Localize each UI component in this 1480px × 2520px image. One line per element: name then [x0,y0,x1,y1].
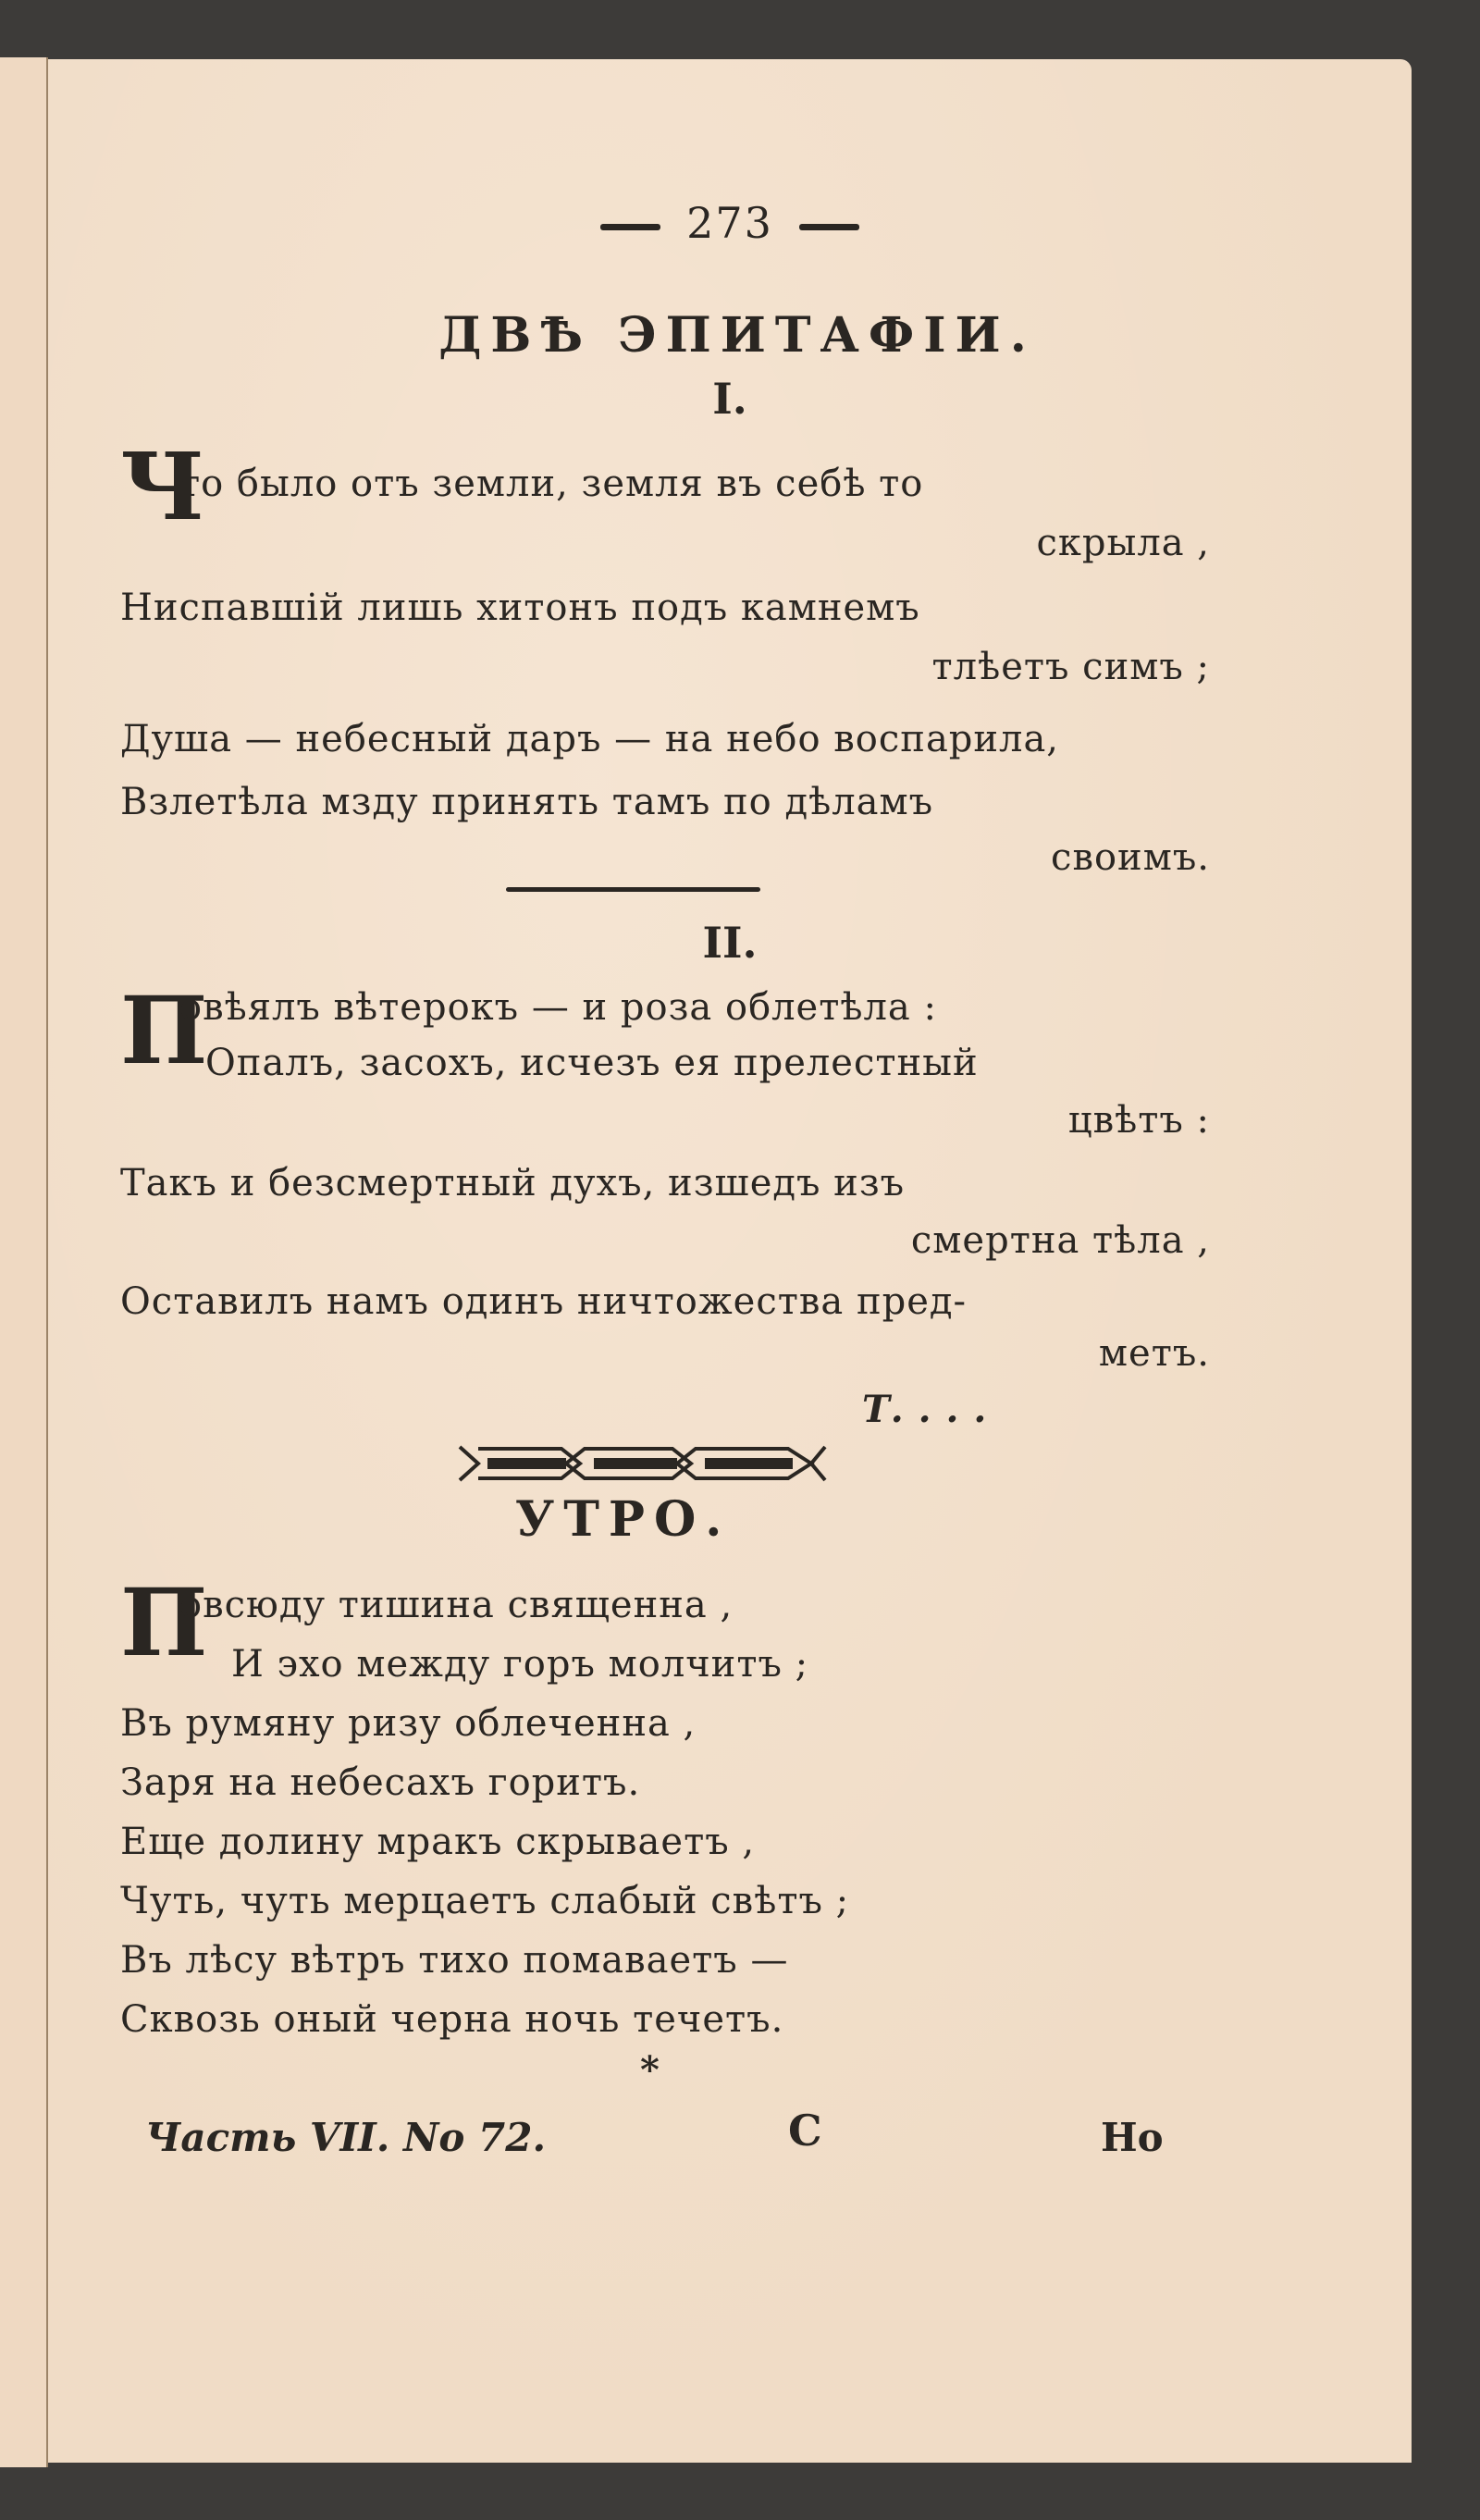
poem-line: Оставилъ намъ одинъ ничтожества пред- [120,1280,968,1323]
decorative-ornament-icon [455,1438,830,1489]
catchword: Но [1101,2115,1164,2160]
folio-dash-left [600,224,660,230]
poem-line: Такъ и безсмертный духъ, изшедъ изъ [120,1162,906,1204]
folio-dash-right [799,224,859,230]
signature-mark: С [788,2106,822,2156]
section-divider [506,887,760,892]
poem-line: то было отъ земли, земля въ себѣ то [179,463,924,505]
adjacent-page-edge [0,57,48,2467]
poem-line: Еще долину мракъ скрываетъ , [120,1821,756,1863]
morning-title: УТРО. [515,1491,732,1548]
poem-line: Взлетѣла мзду принять тамъ по дѣламъ [120,781,934,823]
poem-line: И эхо между горъ молчитъ ; [231,1643,809,1686]
poem-line: Опалъ, засохъ, исчезъ ея прелестный [205,1042,979,1084]
poem-line: Ниспавшій лишь хитонъ подъ камнемъ [120,587,920,629]
epitaphs-title: ДВѢ ЭПИТАФІИ. [438,307,1036,364]
poem-line: метъ. [1098,1332,1210,1375]
poem-line: смертна тѣла , [910,1219,1210,1262]
poem-line: своимъ. [1051,836,1210,879]
poem-line: цвѣтъ : [1067,1099,1210,1142]
author-signature: Т. . . . [862,1388,988,1431]
epitaph-1-numeral: I. [712,374,747,424]
poem-line: Заря на небесахъ горитъ. [120,1761,641,1804]
poem-line: Въ румяну ризу облеченна , [120,1702,697,1745]
poem-line: овѣялъ вѣтерокъ — и роза облетѣла : [179,986,937,1029]
printer-signature: Часть VII. No 72. [145,2115,547,2160]
epitaph-2-numeral: II. [702,918,758,968]
drop-cap-p: П [120,976,208,1085]
drop-cap-p-morning: П [120,1568,208,1677]
book-page [48,59,1412,2463]
asterisk-icon: * [640,2048,660,2092]
page-number: 273 [48,198,1412,248]
drop-cap-ch: Ч [120,432,205,541]
poem-line: тлѣетъ симъ ; [931,646,1210,688]
poem-line: Чуть, чуть мерцаетъ слабый свѣтъ ; [120,1880,850,1922]
poem-line: Сквозь оный черна ночь течетъ. [120,1998,784,2041]
poem-line: скрыла , [1036,522,1210,564]
poem-line: Въ лѣсу вѣтръ тихо помаваетъ — [120,1939,789,1982]
poem-line: овсюду тишина священна , [179,1584,734,1626]
poem-line: Душа — небесный даръ — на небо воспарила, [120,718,1060,760]
